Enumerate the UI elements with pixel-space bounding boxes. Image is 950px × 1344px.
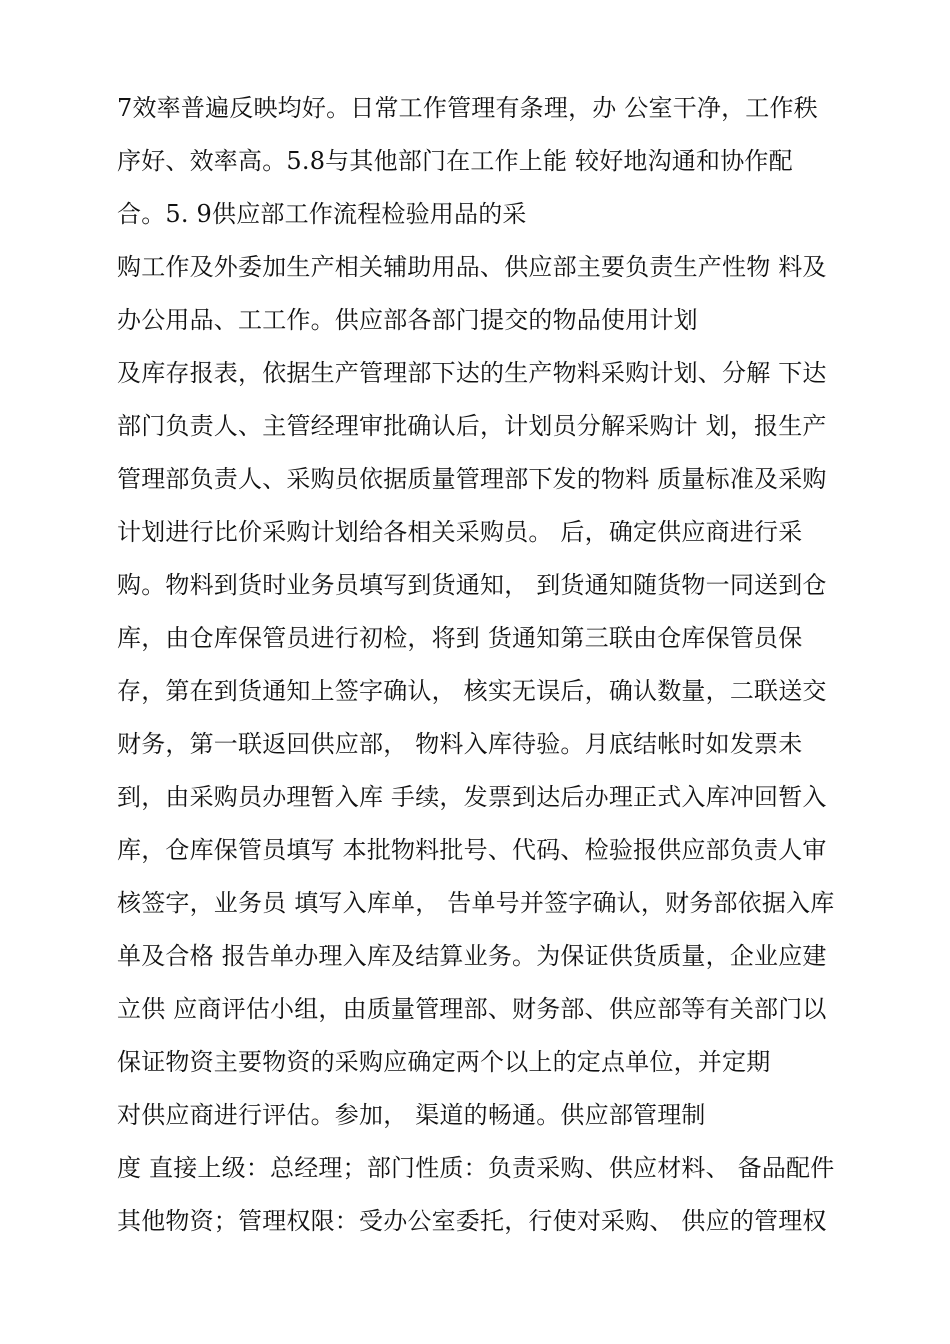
text-line: 其他物资；管理权限：受办公室委托，行使对采购、 供应的管理权	[117, 1207, 827, 1235]
text-line: 7效率普遍反映均好。日常工作管理有条理，办 公室干净，工作秩	[117, 94, 818, 122]
text-line: 序好、效率高。5.8与其他部门在工作上能 较好地沟通和协作配	[117, 147, 793, 175]
text-line: 对供应商进行评估。参加， 渠道的畅通。供应部管理制	[117, 1101, 706, 1129]
text-line: 库，由仓库保管员进行初检，将到 货通知第三联由仓库保管员保	[117, 624, 803, 652]
text-line: 购。物料到货时业务员填写到货通知， 到货通知随货物一同送到仓	[117, 571, 827, 599]
text-line: 合。5. 9供应部工作流程检验用品的采	[117, 200, 527, 228]
text-line: 办公用品、工工作。供应部各部门提交的物品使用计划	[117, 306, 698, 334]
text-line: 立供 应商评估小组，由质量管理部、财务部、供应部等有关部门以	[117, 995, 827, 1023]
text-line: 购工作及外委加生产相关辅助用品、供应部主要负责生产性物 料及	[117, 253, 827, 281]
text-line: 财务，第一联返回供应部， 物料入库待验。月底结帐时如发票未	[117, 730, 803, 758]
text-line: 库，仓库保管员填写 本批物料批号、代码、检验报供应部负责人审	[117, 836, 827, 864]
text-line: 管理部负责人、采购员依据质量管理部下发的物料 质量标准及采购	[117, 465, 827, 493]
text-line: 存，第在到货通知上签字确认， 核实无误后，确认数量，二联送交	[117, 677, 827, 705]
text-line: 到，由采购员办理暂入库 手续，发票到达后办理正式入库冲回暂入	[117, 783, 827, 811]
text-line: 度 直接上级：总经理；部门性质：负责采购、供应材料、 备品配件	[117, 1154, 835, 1182]
text-line: 保证物资主要物资的采购应确定两个以上的定点单位，并定期	[117, 1048, 771, 1076]
text-line: 部门负责人、主管经理审批确认后，计划员分解采购计 划，报生产	[117, 412, 827, 440]
text-line: 及库存报表，依据生产管理部下达的生产物料采购计划、分解 下达	[117, 359, 827, 387]
text-line: 核签字，业务员 填写入库单， 告单号并签字确认，财务部依据入库	[117, 889, 835, 917]
text-line: 单及合格 报告单办理入库及结算业务。为保证供货质量，企业应建	[117, 942, 827, 970]
text-line: 计划进行比价采购计划给各相关采购员。 后，确定供应商进行采	[117, 518, 803, 546]
